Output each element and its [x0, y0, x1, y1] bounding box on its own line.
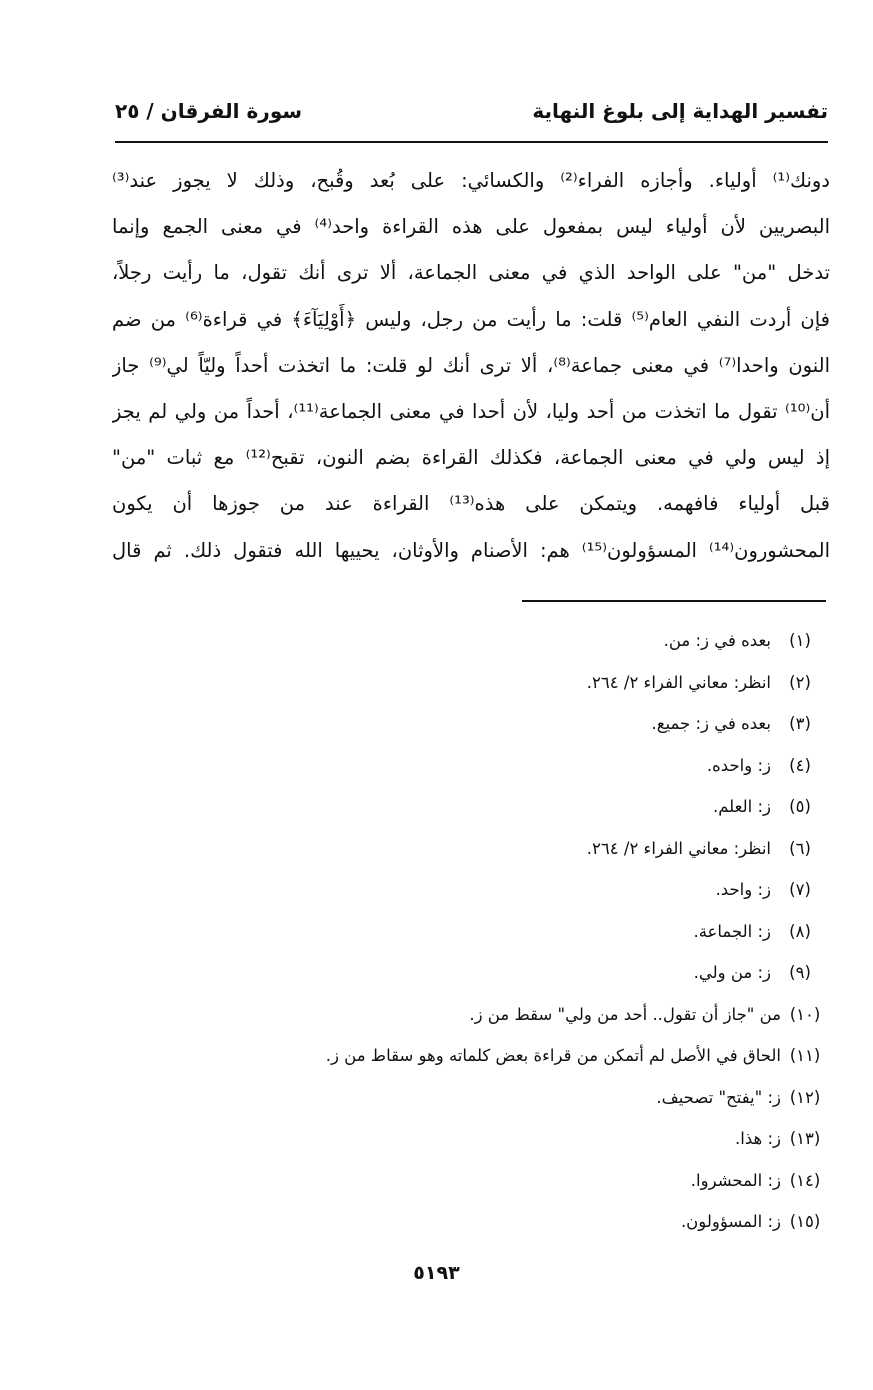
footnote [269, 994, 829, 1036]
footnote [269, 1160, 829, 1202]
footnote-text: ز: هذا. [735, 1129, 781, 1148]
text-line: فإن أردت النفي العام⁽⁵⁾ قلت: ما رأيت من رجل، وليس ﴿أَوْلِيَآءَ﴾ في قراءة⁽⁶⁾ من ضم [112, 307, 830, 331]
main-text [112, 158, 830, 574]
footnote [269, 1035, 829, 1077]
footnote-text: بعده في ز: جميع. [651, 714, 771, 733]
footnote [269, 786, 829, 828]
footnote [269, 952, 829, 994]
footnote [269, 745, 829, 787]
footnote-text: الحاق في الأصل لم أتمكن من قراءة بعض كلماته وهو سقاط من ز. [325, 1046, 781, 1065]
footnote-text: ز: واحد. [715, 880, 771, 899]
footnote-number: (١٤) [789, 1170, 821, 1190]
footnote-text: ز: العلم. [712, 797, 771, 816]
book-title: تفسير الهداية إلى بلوغ النهاية [532, 99, 828, 123]
footnote [269, 1118, 829, 1160]
footnote-number: (٦) [789, 838, 811, 858]
footnote-number: (١٥) [789, 1212, 821, 1231]
footnote-text: بعده في ز: من. [663, 631, 771, 650]
surah-label: سورة الفرقان / ٢٥ [115, 99, 303, 123]
footnote-number: (١٣) [789, 1129, 821, 1148]
footnotes [269, 620, 829, 1243]
footnote-number: (٣) [789, 714, 811, 733]
text-line: النون واحدا⁽⁷⁾ في معنى جماعة⁽⁸⁾، ألا ترى أنك لو قلت: ما اتخذت أحداً وليّاً لي⁽⁹⁾ جاز [112, 353, 830, 377]
footnote [269, 828, 829, 870]
header-rule [115, 141, 828, 143]
text-line: المحشورون⁽¹⁴⁾ المسؤولون⁽¹⁵⁾ هم: الأصنام والأوثان، يحييها الله فتقول ذلك. ثم قال [112, 538, 830, 562]
footnote-text: من "جاز أن تقول.. أحد من ولي" سقط من ز. [469, 1004, 781, 1024]
footnote-number: (٩) [789, 963, 811, 982]
footnote-separator [522, 600, 826, 602]
footnote-text: ز: الجماعة. [693, 921, 771, 941]
footnote-number: (٤) [789, 755, 811, 775]
text-line: تدخل "من" على الواحد الذي في معنى الجماعة، ألا ترى أنك تقول، ما رأيت رجلاً، [112, 261, 830, 285]
footnote-text: ز: واحده. [706, 755, 771, 775]
footnote [269, 1201, 829, 1243]
footnote-text: ز: المسؤولون. [680, 1212, 781, 1231]
footnote-text: انظر: معاني الفراء ٢/ ٢٦٤. [586, 838, 771, 858]
footnote-text: ز: المحشروا. [690, 1170, 781, 1190]
footnote-text: ز: "يفتح" تصحيف. [656, 1087, 781, 1107]
footnote [269, 911, 829, 953]
footnote-number: (٧) [789, 880, 811, 899]
footnote [269, 620, 829, 662]
text-line: إذ ليس ولي في معنى الجماعة، فكذلك القراءة بضم النون، تقبح⁽¹²⁾ مع ثبات "من" [112, 446, 830, 470]
footnote-text: انظر: معاني الفراء ٢/ ٢٦٤. [586, 672, 771, 692]
page-number: ٥١٩٣ [413, 1262, 460, 1284]
text-line: أن⁽¹⁰⁾ تقول ما اتخذت من أحد وليا، لأن أحدا في معنى الجماعة⁽¹¹⁾، أحداً من ولي لم يجز [112, 399, 830, 423]
footnote-number: (٢) [789, 672, 811, 692]
footnote [269, 1077, 829, 1119]
running-header [115, 97, 828, 131]
text-line: البصريين لأن أولياء ليس بمفعول على هذه القراءة واحد⁽⁴⁾ في معنى الجمع وإنما [112, 215, 830, 239]
footnote-number: (١٢) [789, 1087, 821, 1107]
text-line: قبل أولياء فافهمه. ويتمكن على هذه⁽¹³⁾ القراءة عند من جوزها أن يكون [112, 492, 830, 516]
footnote [269, 662, 829, 704]
footnote-number: (١١) [789, 1046, 821, 1065]
footnote-number: (١) [789, 631, 811, 650]
footnote [269, 869, 829, 911]
footnote-number: (٨) [789, 921, 811, 941]
footnote-number: (١٠) [789, 1004, 821, 1024]
text-line: دونك⁽¹⁾ أولياء. وأجازه الفراء⁽²⁾ والكسائي: على بُعد وقُبح، وذلك لا يجوز عند⁽³⁾ [112, 169, 830, 192]
footnote-number: (٥) [789, 797, 811, 816]
footnote-text: ز: من ولي. [693, 963, 771, 982]
footnote [269, 703, 829, 745]
